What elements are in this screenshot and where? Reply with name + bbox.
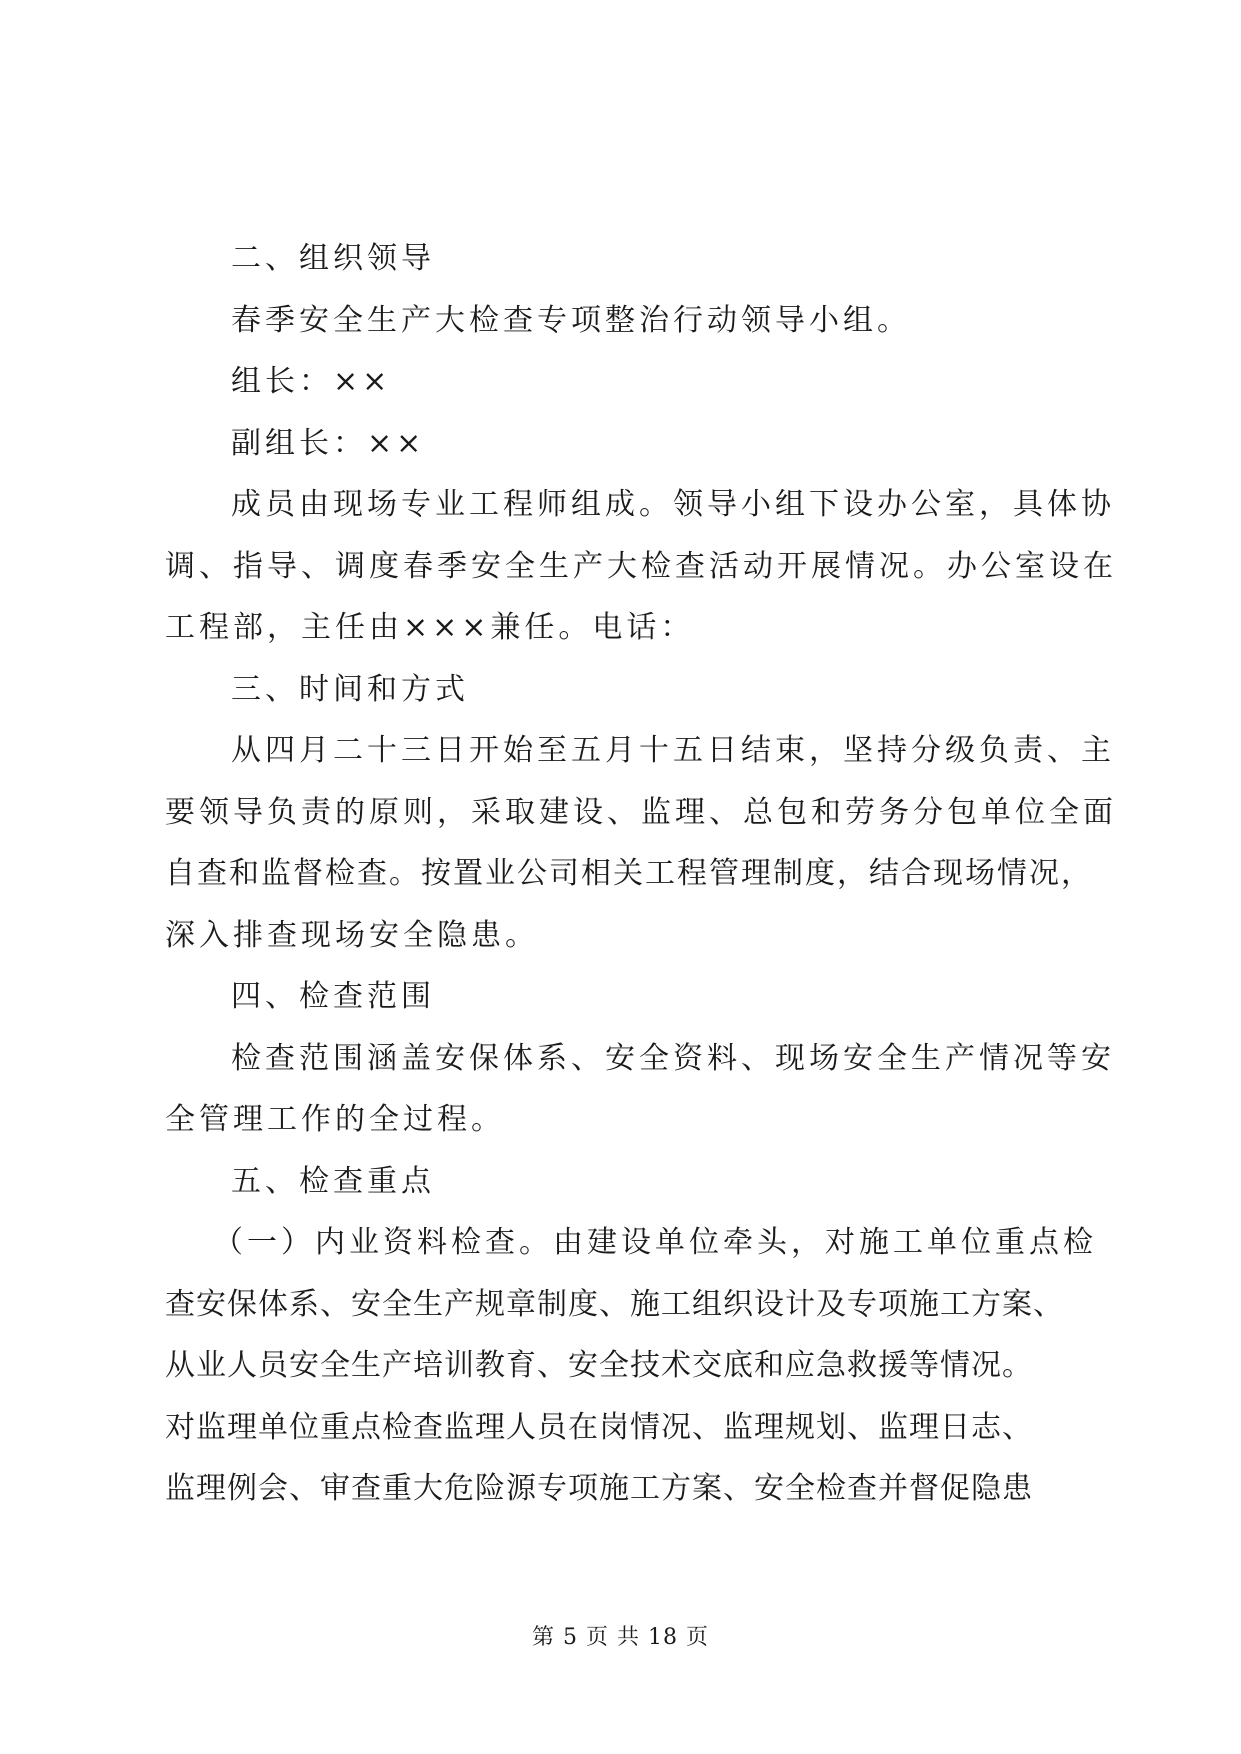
page-number-footer: 第 5 页 共 18 页 — [532, 1625, 709, 1650]
paragraph-line: 检查范围涵盖安保体系、安全资料、现场安全生产情况等安 — [231, 1040, 1115, 1076]
paragraph-line: 副组长：×× — [231, 425, 426, 461]
paragraph-line: 自查和监督检查。按置业公司相关工程管理制度，结合现场情况， — [165, 856, 1093, 891]
paragraph-line: 查安保体系、安全生产规章制度、施工组织设计及专项施工方案、 — [165, 1286, 1064, 1322]
document-body — [165, 228, 1117, 1520]
paragraph-line: 从四月二十三日开始至五月十五日结束，坚持分级负责、主 — [231, 733, 1115, 768]
paragraph-line: 成员由现场专业工程师组成。领导小组下设办公室，具体协 — [231, 487, 1115, 522]
section-heading-time: 三、时间和方式 — [231, 671, 469, 707]
section-heading-organization: 二、组织领导 — [231, 241, 435, 276]
paragraph-line: 要领导负责的原则，采取建设、监理、总包和劳务分包单位全面 — [165, 794, 1117, 830]
paragraph-line: 深入排查现场安全隐患。 — [165, 917, 539, 953]
paragraph-line: 监理例会、审查重大危险源专项施工方案、安全检查并督促隐患 — [165, 1471, 1033, 1506]
paragraph-line: 对监理单位重点检查监理人员在岗情况、监理规划、监理日志、 — [165, 1409, 1033, 1445]
section-heading-focus: 五、检查重点 — [231, 1163, 435, 1199]
section-heading-scope: 四、检查范围 — [231, 979, 435, 1014]
paragraph-line: 调、指导、调度春季安全生产大检查活动开展情况。办公室设在 — [165, 548, 1117, 584]
paragraph-line: 组长：×× — [231, 364, 392, 399]
paragraph-line: 春季安全生产大检查专项整治行动领导小组。 — [231, 302, 911, 338]
paragraph-line: 从业人员安全生产培训教育、安全技术交底和应急救援等情况。 — [165, 1348, 1033, 1383]
paragraph-line: （一）内业资料检查。由建设单位牵头，对施工单位重点检 — [213, 1225, 1097, 1260]
paragraph-line: 全管理工作的全过程。 — [165, 1102, 505, 1137]
paragraph-line: 工程部，主任由×××兼任。电话： — [165, 610, 695, 645]
